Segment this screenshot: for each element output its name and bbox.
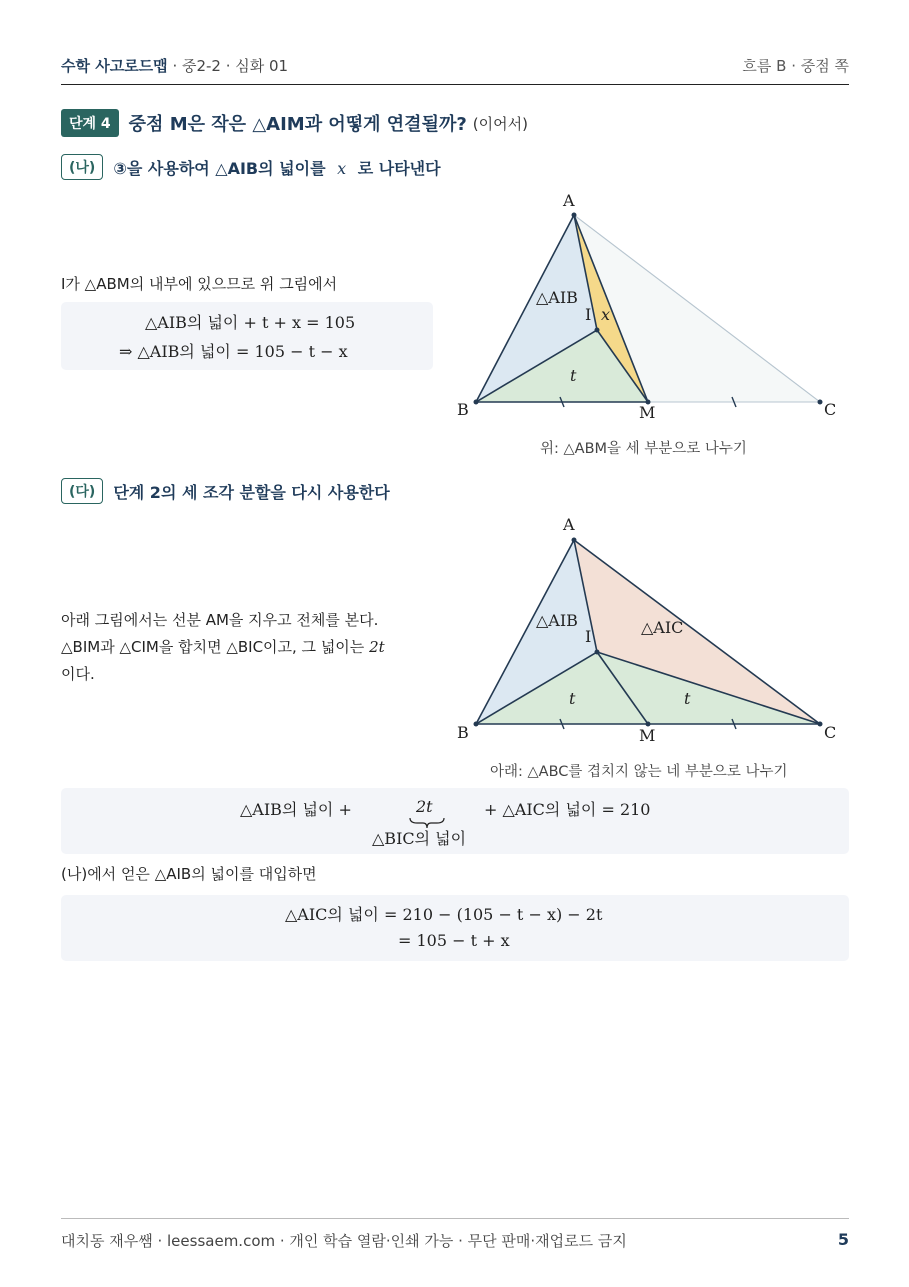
page-footer bbox=[61, 1218, 849, 1250]
figure-abm-division bbox=[440, 185, 860, 430]
figure-2-caption: 아래: △ABC를 겹치지 않는 네 부분으로 나누기 bbox=[490, 764, 788, 780]
course-info: · 중2-2 · 심화 01 bbox=[172, 57, 289, 75]
label-c: C bbox=[824, 400, 837, 419]
part-b-text: I가 △ABM의 내부에 있으므로 위 그림에서 bbox=[61, 275, 338, 293]
part-c-text-line3: 이다. bbox=[61, 665, 95, 683]
point-c-2 bbox=[818, 722, 823, 727]
page-header bbox=[61, 52, 849, 85]
figure-1-caption: 위: △ABM을 세 부분으로 나누기 bbox=[540, 441, 747, 457]
part-b-eq1: △AIB의 넓이 + t + x = 105 bbox=[145, 313, 356, 332]
part-c-text-line1: 아래 그림에서는 선분 AM을 지우고 전체를 본다. bbox=[61, 611, 379, 629]
label-t-cim: t bbox=[684, 689, 691, 708]
footer-text: 대치동 재우쌤 · leessaem.com · 개인 학습 열람·인쇄 가능 · 무단 판매·재업로드 금지 bbox=[61, 1232, 627, 1250]
part-b-heading bbox=[61, 153, 441, 181]
label-aic-region: △AIC bbox=[641, 618, 684, 637]
part-b-title bbox=[113, 156, 440, 179]
part-b-title-pre: ③을 사용하여 △AIB의 넓이를 bbox=[113, 158, 326, 178]
figure-abc-division bbox=[440, 510, 860, 755]
result-equation-box bbox=[61, 895, 849, 961]
label-b-2: B bbox=[457, 723, 469, 742]
label-aib-region: △AIB bbox=[536, 288, 578, 307]
point-a bbox=[572, 213, 577, 218]
step-continued: (이어서) bbox=[472, 114, 528, 133]
step-badge: 단계 4 bbox=[61, 109, 119, 137]
part-b-eq2: ⇒ △AIB의 넓이 = 105 − t − x bbox=[119, 342, 348, 361]
point-a-2 bbox=[572, 538, 577, 543]
label-m: M bbox=[639, 403, 656, 422]
eq-sum-right: + △AIC의 넓이 = 210 bbox=[484, 800, 651, 819]
point-c bbox=[818, 400, 823, 405]
part-b-tag: (나) bbox=[61, 154, 103, 180]
label-a-2: A bbox=[563, 515, 575, 534]
label-x: x bbox=[601, 305, 611, 324]
point-b bbox=[474, 400, 479, 405]
part-c-text-line2-var: 2t bbox=[369, 638, 385, 656]
page-number: 5 bbox=[837, 1230, 849, 1249]
header-left bbox=[61, 55, 288, 76]
label-c-2: C bbox=[824, 723, 837, 742]
point-i-2 bbox=[595, 650, 600, 655]
label-i-2: I bbox=[585, 627, 592, 646]
part-c-title: 단계 2의 세 조각 분할을 다시 사용한다 bbox=[113, 482, 390, 502]
part-c-text-line2 bbox=[61, 634, 441, 661]
brand-name: 수학 사고로드맵 bbox=[61, 57, 168, 75]
part-c-text-after: (나)에서 얻은 △AIB의 넓이를 대입하면 bbox=[61, 865, 317, 883]
step-heading bbox=[61, 109, 528, 137]
step-title: 중점 M은 작은 △AIM과 어떻게 연결될까? bbox=[128, 114, 467, 135]
eq-sum-mid: 2t bbox=[416, 797, 433, 816]
part-c-tag: (다) bbox=[61, 478, 103, 504]
label-t-bim: t bbox=[569, 689, 576, 708]
part-c-text bbox=[61, 607, 441, 688]
sum-equation-box bbox=[61, 788, 849, 854]
eq-result-1: △AIC의 넓이 = 210 − (105 − t − x) − 2t bbox=[285, 905, 603, 924]
label-aib-region-2: △AIB bbox=[536, 611, 578, 630]
point-i bbox=[595, 328, 600, 333]
label-t: t bbox=[570, 366, 577, 385]
point-b-2 bbox=[474, 722, 479, 727]
eq-sum-under: △BIC의 넓이 bbox=[372, 829, 467, 848]
label-b: B bbox=[457, 400, 469, 419]
part-b-equation-box bbox=[61, 302, 433, 370]
label-i: I bbox=[585, 305, 592, 324]
label-a: A bbox=[563, 191, 575, 210]
part-b-title-var: x bbox=[337, 158, 347, 178]
part-b-title-post: 로 나타낸다 bbox=[357, 158, 441, 178]
part-c-text-line2-pre: △BIM과 △CIM을 합치면 △BIC이고, 그 넓이는 bbox=[61, 638, 365, 656]
header-right: 흐름 B · 중점 쪽 bbox=[742, 57, 849, 75]
label-m-2: M bbox=[639, 726, 656, 745]
eq-sum-left: △AIB의 넓이 + bbox=[240, 800, 352, 819]
part-c-heading bbox=[61, 477, 390, 505]
eq-result-2: = 105 − t + x bbox=[398, 931, 510, 950]
